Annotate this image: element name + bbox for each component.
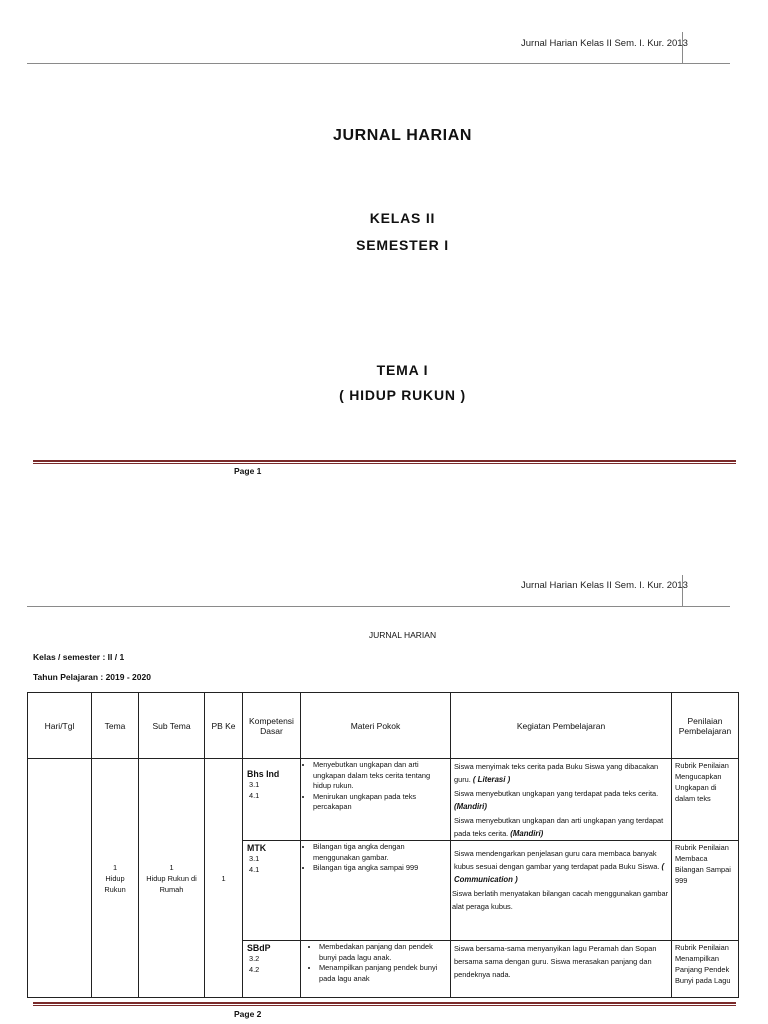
table-header-row xyxy=(28,693,739,759)
materi-cell xyxy=(301,941,451,998)
list-item: • Menyebutkan ungkapan dan arti ungkapan dalam teks cerita tentang hidup rukun. xyxy=(313,760,450,792)
tema-cell: 1 Hidup Rukun xyxy=(92,759,139,998)
col-hari: Hari/Tgl xyxy=(28,693,92,759)
running-header: Jurnal Harian Kelas II Sem. I. Kur. 2013 xyxy=(521,38,688,49)
subject-label: MTK xyxy=(247,843,267,853)
cover-tema-name: ( HIDUP RUKUN ) xyxy=(339,387,466,403)
header-divider xyxy=(682,32,683,63)
materi-cell xyxy=(301,759,451,841)
journal-table xyxy=(27,692,739,998)
materi-cell xyxy=(301,841,451,941)
cover-title: JURNAL HARIAN xyxy=(332,127,473,144)
tahun-pelajaran: Tahun Pelajaran : 2019 - 2020 xyxy=(33,672,151,682)
col-pb: PB Ke xyxy=(205,693,243,759)
kd-cell: SBdP 3.2 4.2 xyxy=(243,941,301,998)
hari-cell xyxy=(28,759,92,998)
col-kegiatan: Kegiatan Pembelajaran xyxy=(451,693,672,759)
kd-cell: Bhs Ind 3.1 4.1 xyxy=(243,759,301,841)
running-header-2: Jurnal Harian Kelas II Sem. I. Kur. 2013 xyxy=(521,580,688,591)
page-number: Page 1 xyxy=(234,466,262,476)
journal-title: JURNAL HARIAN xyxy=(368,630,437,640)
footer-rule-2 xyxy=(33,1002,736,1006)
list-item: • Menirukan ungkapan pada teks percakapan xyxy=(313,792,450,813)
col-penilaian: Penilaian Pembelajaran xyxy=(672,693,739,759)
table-row xyxy=(28,759,739,841)
footer-rule xyxy=(33,460,736,464)
page-number-2: Page 2 xyxy=(234,1009,262,1019)
penilaian-cell: Rubrik Penilaian Menampilkan Panjang Pendek Bunyi pada Lagu xyxy=(672,941,739,998)
col-tema: Tema xyxy=(92,693,139,759)
pb-cell: 1 xyxy=(205,759,243,998)
penilaian-cell: Rubrik Penilaian Membaca Bilangan Sampai 999 xyxy=(672,841,739,941)
kd-cell: MTK 3.1 4.1 xyxy=(243,841,301,941)
col-materi: Materi Pokok xyxy=(301,693,451,759)
penilaian-cell: Rubrik Penilaian Mengucapkan Ungkapan di dalam teks xyxy=(672,759,739,841)
subtema-cell: 1 Hidup Rukun di Rumah xyxy=(139,759,205,998)
list-item: • Menampilkan panjang pendek bunyi pada lagu anak xyxy=(319,963,450,984)
header-divider-2 xyxy=(682,575,683,606)
header-rule xyxy=(27,63,730,64)
subject-label: SBdP xyxy=(247,943,271,953)
list-item: • Bilangan tiga angka sampai 999 xyxy=(313,863,450,874)
kegiatan-cell: Siswa bersama-sama menyanyikan lagu Peramah dan Sopan bersama sama dengan guru. Siswa merasakan panjang dan pendeknya nada. xyxy=(451,941,672,998)
col-kd: Kompetensi Dasar xyxy=(243,693,301,759)
list-item: • Membedakan panjang dan pendek bunyi pada lagu anak. xyxy=(319,942,450,963)
list-item: • Bilangan tiga angka dengan menggunakan gambar. xyxy=(313,842,450,863)
cover-semester: SEMESTER I xyxy=(356,237,449,253)
header-rule-2 xyxy=(27,606,730,607)
col-subtema: Sub Tema xyxy=(139,693,205,759)
kegiatan-cell: Siswa menyimak teks cerita pada Buku Siswa yang dibacakan guru. ( Literasi ) Siswa menyebutkan ungkapan yang terdapat pada teks cerita. (Mandiri) Siswa menyebutkan ungkapan dan arti ungkapan yang terdapat pada teks cerita. (Mandiri) xyxy=(451,759,672,841)
kegiatan-cell: Siswa mendengarkan penjelasan guru cara membaca banyak kubus sesuai dengan gambar yang terdapat pada Buku Siswa. ( Communication ) Siswa berlatih menyatakan bilangan cacah menggunakan gambar alat peraga kubus. xyxy=(451,841,672,941)
subject-label: Bhs Ind xyxy=(247,769,280,779)
cover-kelas: KELAS II xyxy=(369,210,436,226)
cover-tema: TEMA I xyxy=(376,362,429,378)
kelas-semester: Kelas / semester : II / 1 xyxy=(33,652,125,662)
